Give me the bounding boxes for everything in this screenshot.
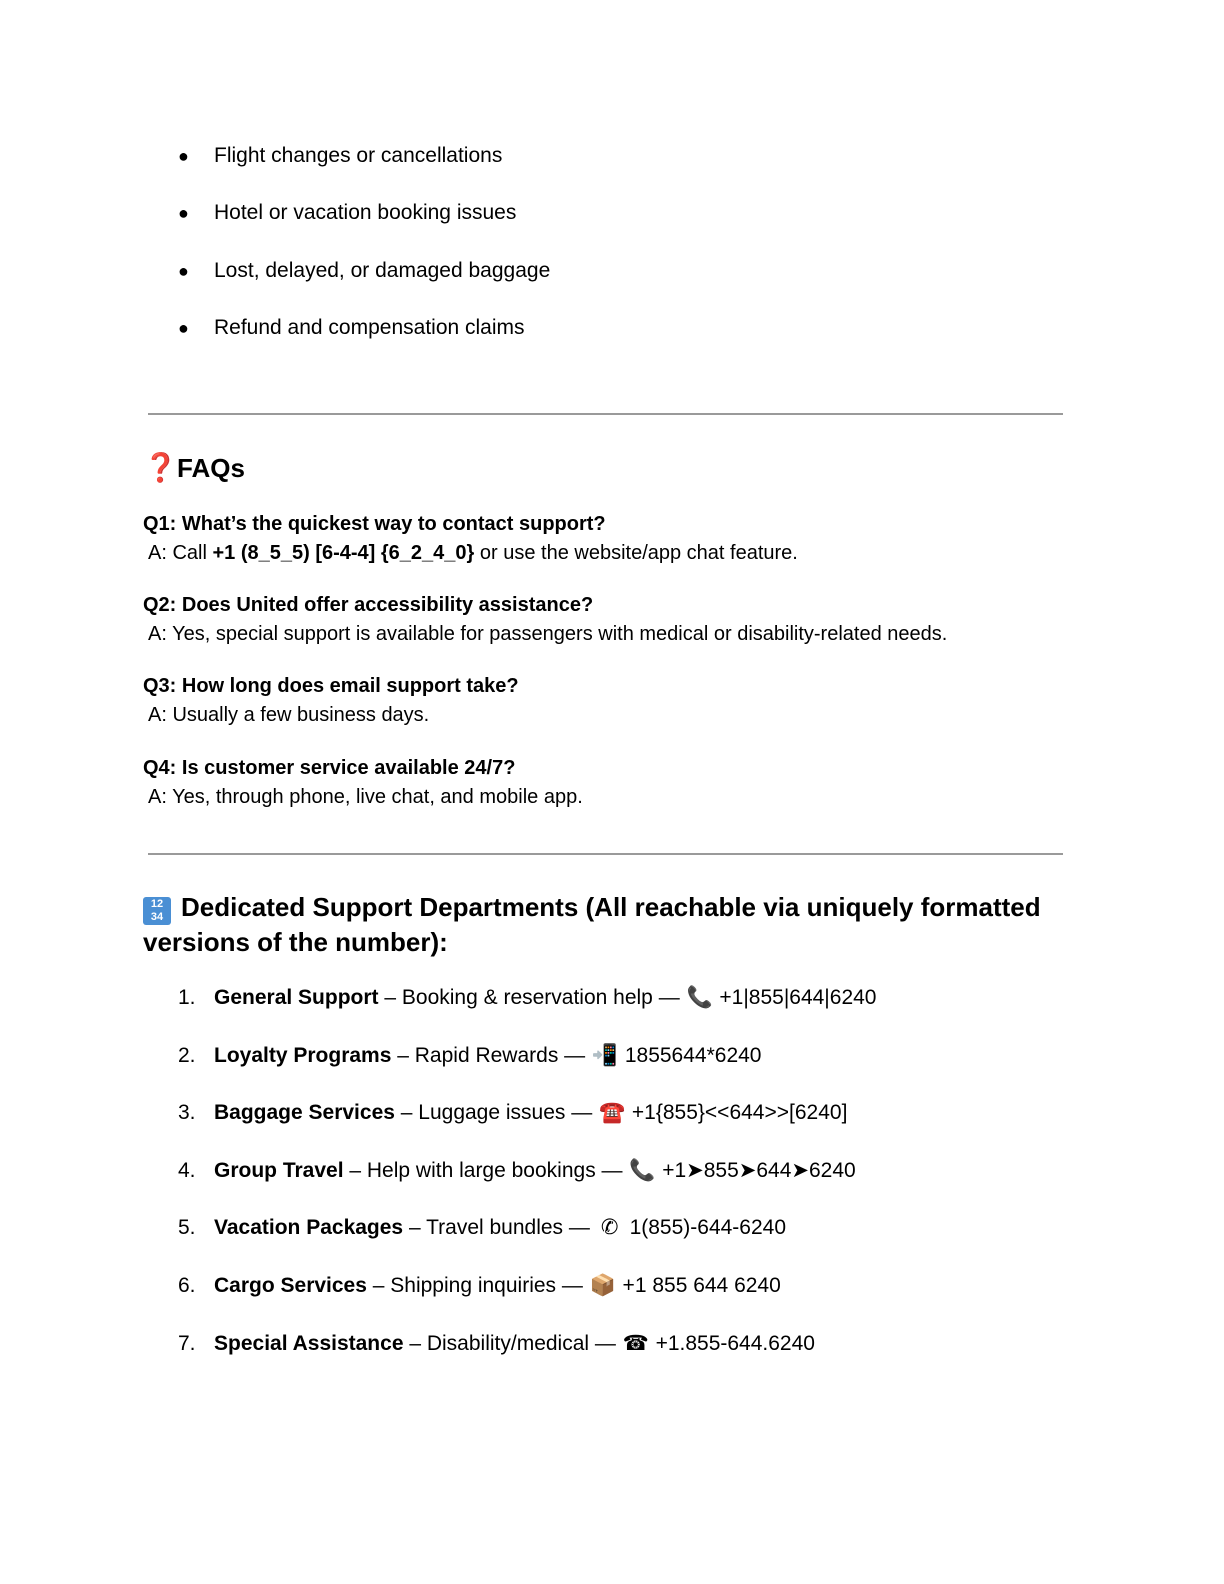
- bullet-icon: ●: [178, 260, 189, 281]
- black-telephone-icon: ☎: [622, 1331, 649, 1355]
- department-name: Loyalty Programs: [214, 1043, 392, 1067]
- item-number: 5.: [178, 1216, 196, 1240]
- section-divider: [148, 853, 1063, 855]
- faq-question: Q3: How long does email support take?: [143, 675, 519, 697]
- faq-question: Q1: What’s the quickest way to contact support?: [143, 513, 606, 535]
- list-item: [0, 1328, 1224, 1386]
- item-number: 1.: [178, 986, 196, 1009]
- department-description: – Booking & reservation help —: [378, 986, 686, 1009]
- department-name: Vacation Packages: [214, 1216, 404, 1240]
- section-divider: [148, 413, 1063, 415]
- item-number: 2.: [178, 1043, 196, 1067]
- list-item: [0, 197, 1224, 254]
- list-item-text: Hotel or vacation booking issues: [214, 201, 517, 225]
- list-item: [0, 1040, 1224, 1098]
- list-item: [0, 982, 1224, 1040]
- department-phone: 1(855)-644-6240: [623, 1216, 787, 1240]
- faq-answer: A: Yes, special support is available for passengers with medical or disability-related needs.: [148, 623, 948, 645]
- faq-question: Q4: Is customer service available 24/7?: [143, 757, 516, 779]
- item-number: 6.: [178, 1273, 196, 1297]
- faq-answer: A: Yes, through phone, live chat, and mobile app.: [148, 786, 583, 808]
- mobile-phone-arrow-icon: 📲: [591, 1043, 619, 1067]
- department-name: Group Travel: [214, 1158, 344, 1182]
- telephone-location-sign-icon: ✆: [600, 1216, 619, 1240]
- department-name: Cargo Services: [214, 1273, 367, 1297]
- faq-answer: [143, 539, 1103, 568]
- department-description: – Rapid Rewards —: [391, 1043, 591, 1067]
- department-phone: +1{855}<<644>>[6240]: [626, 1101, 848, 1125]
- faq-question: Q2: Does United offer accessibility assistance?: [143, 594, 594, 616]
- telephone-icon: ☎️: [599, 1101, 626, 1125]
- faq-item: [143, 754, 1103, 812]
- faq-answer-phone: +1 (8_5_5) [6-4-4] {6_2_4_0}: [212, 542, 475, 564]
- item-number: 3.: [178, 1101, 196, 1125]
- faqs-title: FAQs: [177, 453, 245, 483]
- departments-heading-text: Dedicated Support Departments (All reachable via uniquely formatted versions of the number):: [143, 892, 1041, 957]
- list-item: [0, 1270, 1224, 1328]
- list-item-text: Lost, delayed, or damaged baggage: [214, 258, 551, 282]
- faq-answer-text: A: Call: [148, 542, 213, 564]
- item-number: 7.: [178, 1331, 196, 1355]
- department-phone: +1.855-644.6240: [649, 1331, 815, 1355]
- bullet-icon: ●: [178, 318, 189, 339]
- list-item-text: Flight changes or cancellations: [214, 144, 503, 167]
- list-item-text: Refund and compensation claims: [214, 316, 525, 340]
- department-name: General Support: [214, 986, 379, 1009]
- telephone-receiver-icon: 📞: [629, 1158, 656, 1182]
- package-icon: 📦: [589, 1273, 616, 1297]
- department-description: – Travel bundles —: [403, 1216, 596, 1240]
- faq-item: [143, 510, 1103, 568]
- faq-answer-text: or use the website/app chat feature.: [474, 542, 798, 564]
- telephone-receiver-icon: 📞: [686, 986, 713, 1009]
- faq-answer: A: Usually a few business days.: [148, 704, 430, 726]
- list-item: [0, 1155, 1224, 1213]
- departments-heading: [143, 890, 1063, 960]
- department-phone: 1855644*6240: [619, 1043, 762, 1067]
- faqs-heading: [143, 450, 245, 486]
- list-item: [0, 1212, 1224, 1270]
- list-item: [0, 1097, 1224, 1155]
- department-description: – Help with large bookings —: [343, 1158, 629, 1182]
- bullet-icon: ●: [178, 203, 189, 224]
- department-phone: +1➤855➤644➤6240: [656, 1158, 856, 1182]
- faq-item: [143, 672, 1103, 730]
- 1234-icon: 12 34: [143, 897, 171, 925]
- issue-bullet-list: [0, 140, 1224, 370]
- department-description: – Luggage issues —: [394, 1101, 599, 1125]
- department-description: – Shipping inquiries —: [366, 1273, 589, 1297]
- bullet-icon: ●: [178, 146, 189, 166]
- item-number: 4.: [178, 1158, 196, 1182]
- list-item: [0, 312, 1224, 369]
- faq-item: [143, 591, 1103, 649]
- department-name: Special Assistance: [214, 1331, 404, 1355]
- departments-list: [0, 982, 1224, 1385]
- department-phone: +1|855|644|6240: [713, 986, 877, 1009]
- department-description: – Disability/medical —: [403, 1331, 622, 1355]
- list-item: [0, 255, 1224, 312]
- department-name: Baggage Services: [214, 1101, 395, 1125]
- list-item: [0, 140, 1224, 197]
- question-mark-icon: ❓: [143, 452, 178, 483]
- department-phone: +1 855 644 6240: [616, 1273, 781, 1297]
